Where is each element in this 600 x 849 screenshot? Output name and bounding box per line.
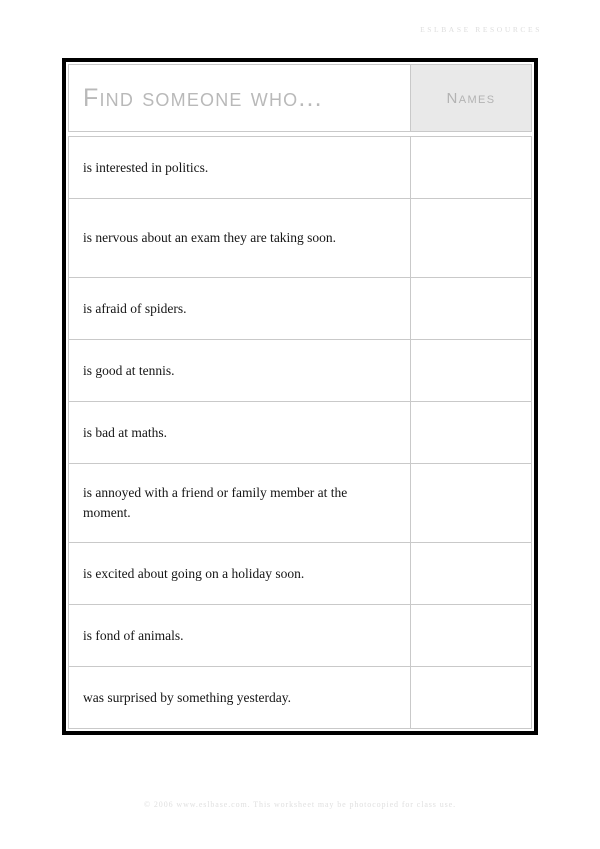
name-answer-cell[interactable] (411, 464, 531, 542)
prompt-text: is annoyed with a friend or family member at the moment. (83, 485, 348, 520)
table-row (69, 543, 531, 605)
prompt-cell (69, 464, 411, 542)
worksheet-table (62, 58, 538, 735)
table-row (69, 278, 531, 340)
table-row (69, 605, 531, 667)
prompt-text: is excited about going on a holiday soon. (83, 565, 305, 581)
table-row (69, 464, 531, 543)
prompt-text: is bad at maths. (83, 424, 167, 440)
table-row (69, 137, 531, 199)
worksheet-title: Find someone who... (83, 83, 323, 112)
name-answer-cell[interactable] (411, 199, 531, 277)
table-row (69, 199, 531, 278)
names-column-header: Names (446, 89, 496, 107)
prompt-cell (69, 137, 411, 198)
brand-label: ESLBASE RESOURCES (420, 25, 542, 34)
prompt-text: was surprised by something yesterday. (83, 689, 291, 705)
prompt-cell (69, 278, 411, 339)
worksheet-body (68, 136, 532, 729)
names-column-header-cell (411, 65, 531, 131)
page-footer (0, 794, 600, 812)
prompt-text: is interested in politics. (83, 159, 209, 175)
name-answer-cell[interactable] (411, 340, 531, 401)
name-answer-cell[interactable] (411, 402, 531, 463)
prompt-text: is fond of animals. (83, 627, 184, 643)
prompt-cell (69, 543, 411, 604)
copyright-notice: © 2006 www.eslbase.com. This worksheet may be photocopied for class use. (144, 800, 456, 809)
worksheet-title-cell (69, 65, 411, 131)
name-answer-cell[interactable] (411, 543, 531, 604)
brand-strip (420, 25, 542, 34)
name-answer-cell[interactable] (411, 605, 531, 666)
prompt-text: is nervous about an exam they are taking soon. (83, 230, 337, 246)
name-answer-cell[interactable] (411, 137, 531, 198)
table-row (69, 340, 531, 402)
prompt-cell (69, 199, 411, 277)
table-row (69, 402, 531, 464)
worksheet-header-row (68, 64, 532, 132)
prompt-cell (69, 340, 411, 401)
prompt-text: is good at tennis. (83, 362, 175, 378)
table-row (69, 667, 531, 728)
name-answer-cell[interactable] (411, 278, 531, 339)
prompt-cell (69, 605, 411, 666)
name-answer-cell[interactable] (411, 667, 531, 728)
prompt-text: is afraid of spiders. (83, 300, 187, 316)
prompt-cell (69, 667, 411, 728)
prompt-cell (69, 402, 411, 463)
worksheet-table-inner (66, 62, 534, 731)
